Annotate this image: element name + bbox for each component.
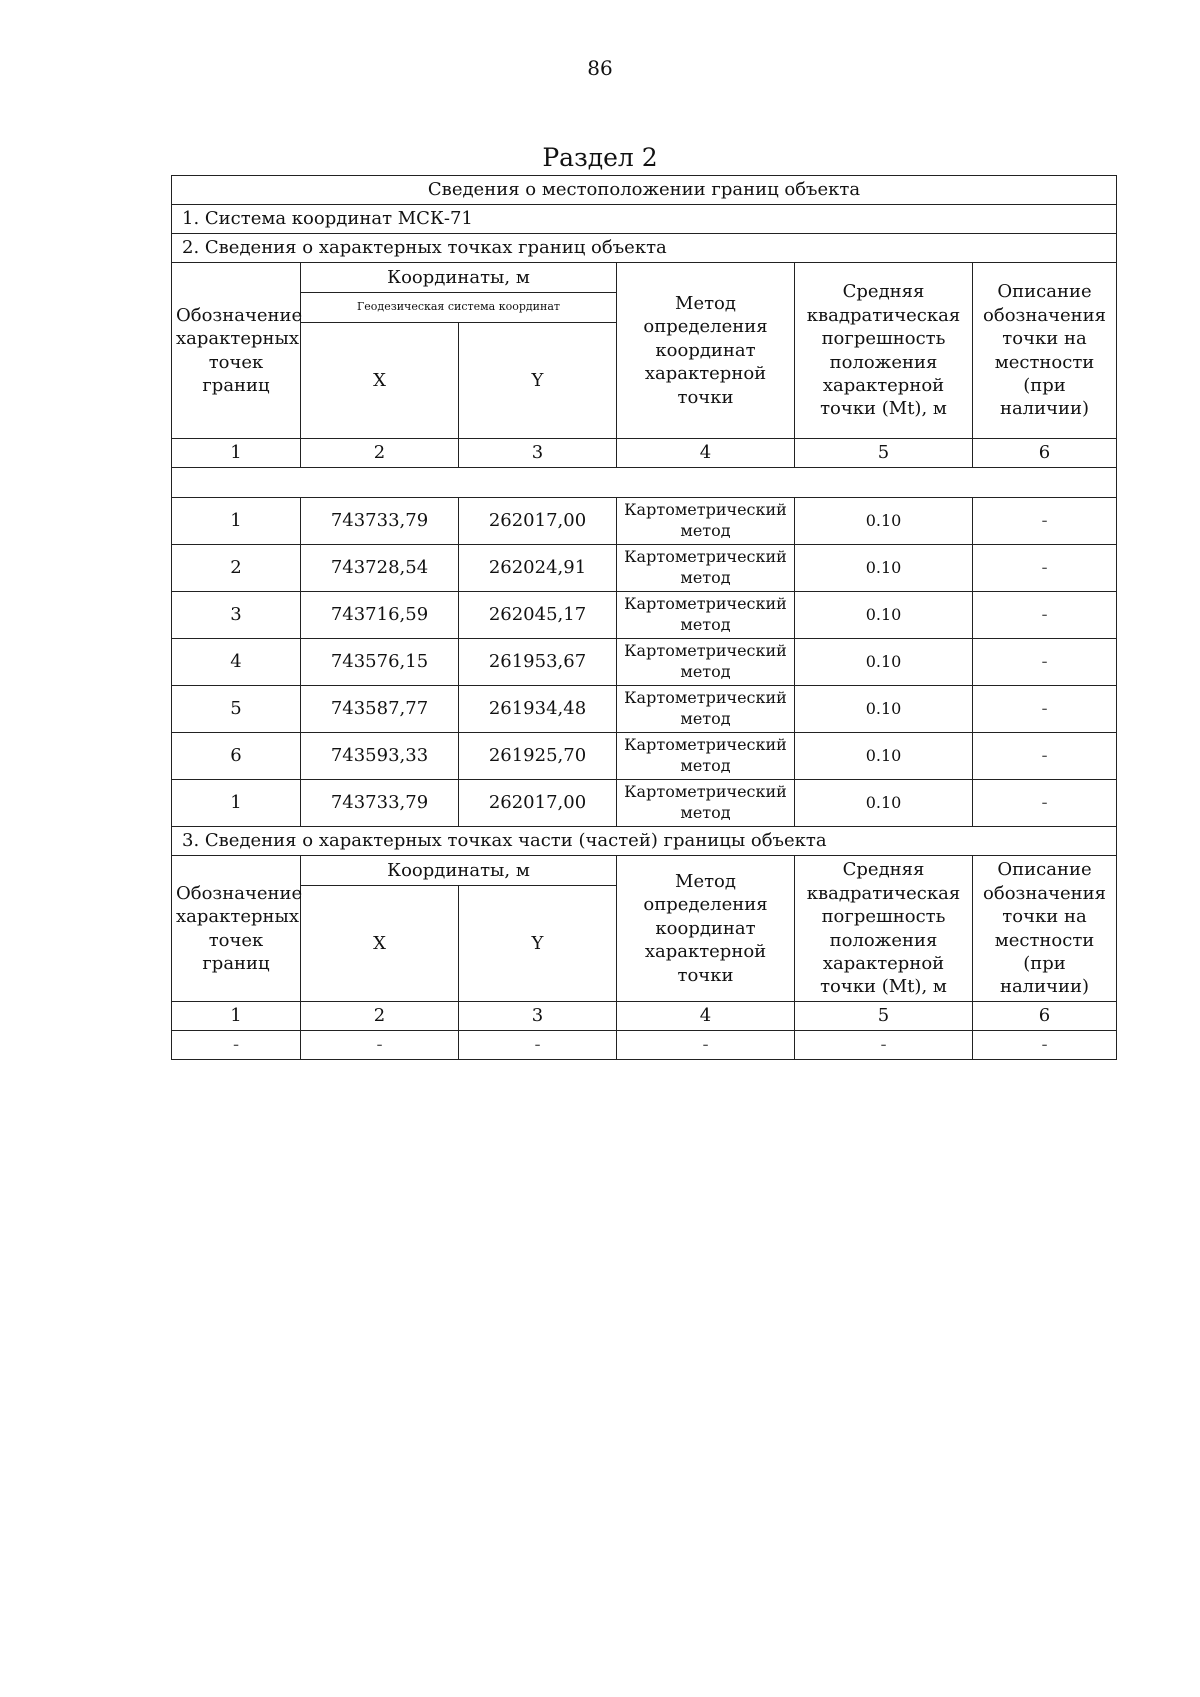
- column-number: 2: [301, 439, 459, 468]
- header-error: Средняя квадратическая погрешность положения характерной точки (Mt), м: [795, 263, 973, 439]
- header-description: Описание обозначения точки на местности (при наличии): [973, 856, 1117, 1002]
- y-cell: 262017,00: [459, 780, 617, 827]
- point-cell: 3: [172, 592, 301, 639]
- column-number: 1: [172, 1002, 301, 1031]
- point-cell: 5: [172, 686, 301, 733]
- column-numbers-row: [172, 439, 1117, 468]
- table-row: [172, 686, 1117, 733]
- table-row: [172, 733, 1117, 780]
- method-cell: Картометрический метод: [617, 545, 795, 592]
- y-cell: 262017,00: [459, 498, 617, 545]
- header-x: X: [301, 323, 459, 439]
- column-number: 3: [459, 439, 617, 468]
- empty-cell: [172, 468, 1117, 498]
- header-x: X: [301, 886, 459, 1002]
- header-error: Средняя квадратическая погрешность положения характерной точки (Mt), м: [795, 856, 973, 1002]
- description-cell: -: [973, 733, 1117, 780]
- header-coordinates: Координаты, м: [301, 263, 617, 293]
- y-cell: 262045,17: [459, 592, 617, 639]
- table-row: [172, 780, 1117, 827]
- empty-spacer-row: [172, 468, 1117, 498]
- x-cell: 743593,33: [301, 733, 459, 780]
- header-coordinates: Координаты, м: [301, 856, 617, 886]
- column-number: 3: [459, 1002, 617, 1031]
- empty-data-row: [172, 1031, 1117, 1060]
- method-cell: Картометрический метод: [617, 498, 795, 545]
- method-cell: Картометрический метод: [617, 686, 795, 733]
- table-row: [172, 639, 1117, 686]
- header-method: Метод определения координат характерной точки: [617, 263, 795, 439]
- coord-system: 1. Система координат МСК-71: [172, 205, 1117, 234]
- dash-cell: -: [973, 1031, 1117, 1060]
- column-number: 1: [172, 439, 301, 468]
- dash-cell: -: [301, 1031, 459, 1060]
- column-number: 5: [795, 1002, 973, 1031]
- x-cell: 743587,77: [301, 686, 459, 733]
- header-geodetic: Геодезическая система координат: [301, 293, 617, 323]
- error-cell: 0.10: [795, 686, 973, 733]
- point-cell: 2: [172, 545, 301, 592]
- method-cell: Картометрический метод: [617, 780, 795, 827]
- method-cell: Картометрический метод: [617, 592, 795, 639]
- header-y: Y: [459, 886, 617, 1002]
- method-cell: Картометрический метод: [617, 639, 795, 686]
- dash-cell: -: [795, 1031, 973, 1060]
- header-designation: Обозначение характерных точек границ: [172, 856, 301, 1002]
- description-cell: -: [973, 592, 1117, 639]
- dash-cell: -: [459, 1031, 617, 1060]
- x-cell: 743716,59: [301, 592, 459, 639]
- table-title: Сведения о местоположении границ объекта: [172, 176, 1117, 205]
- error-cell: 0.10: [795, 498, 973, 545]
- error-cell: 0.10: [795, 733, 973, 780]
- y-cell: 261953,67: [459, 639, 617, 686]
- point-cell: 1: [172, 498, 301, 545]
- x-cell: 743733,79: [301, 780, 459, 827]
- table-row: [172, 592, 1117, 639]
- section-2-heading: 2. Сведения о характерных точках границ объекта: [172, 234, 1117, 263]
- x-cell: 743728,54: [301, 545, 459, 592]
- error-cell: 0.10: [795, 639, 973, 686]
- y-cell: 261925,70: [459, 733, 617, 780]
- description-cell: -: [973, 498, 1117, 545]
- point-cell: 4: [172, 639, 301, 686]
- description-cell: -: [973, 545, 1117, 592]
- method-cell: Картометрический метод: [617, 733, 795, 780]
- x-cell: 743576,15: [301, 639, 459, 686]
- error-cell: 0.10: [795, 780, 973, 827]
- column-numbers-row: [172, 1002, 1117, 1031]
- point-cell: 1: [172, 780, 301, 827]
- column-number: 2: [301, 1002, 459, 1031]
- y-cell: 262024,91: [459, 545, 617, 592]
- description-cell: -: [973, 639, 1117, 686]
- x-cell: 743733,79: [301, 498, 459, 545]
- description-cell: -: [973, 686, 1117, 733]
- boundary-table: [171, 175, 1117, 1060]
- description-cell: -: [973, 780, 1117, 827]
- dash-cell: -: [172, 1031, 301, 1060]
- point-cell: 6: [172, 733, 301, 780]
- dash-cell: -: [617, 1031, 795, 1060]
- column-number: 6: [973, 439, 1117, 468]
- error-cell: 0.10: [795, 592, 973, 639]
- header-method: Метод определения координат характерной точки: [617, 856, 795, 1002]
- y-cell: 261934,48: [459, 686, 617, 733]
- header-designation: Обозначение характерных точек границ: [172, 263, 301, 439]
- column-number: 4: [617, 1002, 795, 1031]
- table-row: [172, 498, 1117, 545]
- column-number: 4: [617, 439, 795, 468]
- header-y: Y: [459, 323, 617, 439]
- column-number: 5: [795, 439, 973, 468]
- page-number: 86: [587, 56, 613, 80]
- header-description: Описание обозначения точки на местности (при наличии): [973, 263, 1117, 439]
- section-title: Раздел 2: [542, 143, 658, 172]
- section-3-heading: 3. Сведения о характерных точках части (частей) границы объекта: [172, 827, 1117, 856]
- column-number: 6: [973, 1002, 1117, 1031]
- table-row: [172, 545, 1117, 592]
- error-cell: 0.10: [795, 545, 973, 592]
